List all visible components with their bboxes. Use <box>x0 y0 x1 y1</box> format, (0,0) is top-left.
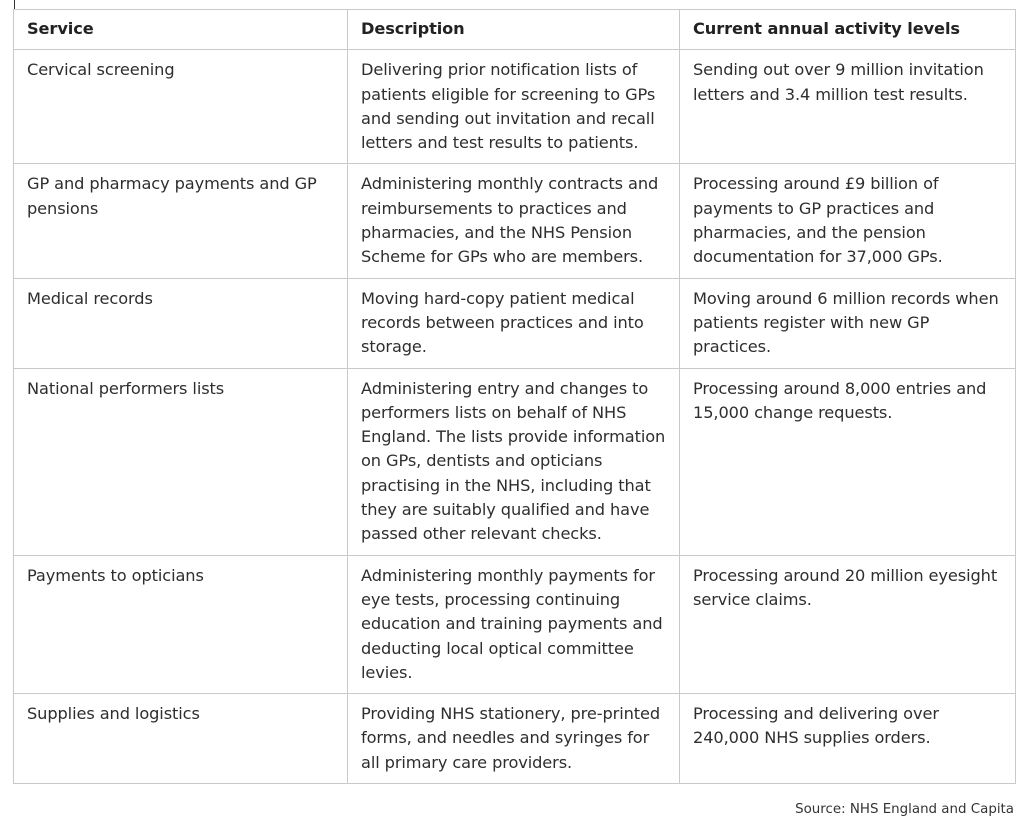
description-cell: Providing NHS stationery, pre-printed forms, and needles and syringes for all primary care providers. <box>348 694 680 784</box>
activity-cell: Moving around 6 million records when patients register with new GP practices. <box>680 278 1016 368</box>
service-cell: Cervical screening <box>14 50 348 164</box>
column-header-activity: Current annual activity levels <box>680 10 1016 50</box>
activity-cell: Processing around 8,000 entries and 15,000 change requests. <box>680 368 1016 555</box>
table-row <box>14 164 1016 278</box>
service-cell: National performers lists <box>14 368 348 555</box>
table-row <box>14 50 1016 164</box>
service-cell: GP and pharmacy payments and GP pensions <box>14 164 348 278</box>
table-row <box>14 278 1016 368</box>
service-cell: Supplies and logistics <box>14 694 348 784</box>
description-cell: Administering monthly payments for eye tests, processing continuing education and training payments and deducting local optical committee levies. <box>348 555 680 693</box>
column-header-service: Service <box>14 10 348 50</box>
description-cell: Moving hard-copy patient medical records between practices and into storage. <box>348 278 680 368</box>
services-table <box>13 9 1016 784</box>
page-edge-mark <box>14 0 15 9</box>
table-row <box>14 368 1016 555</box>
description-cell: Administering entry and changes to performers lists on behalf of NHS England. The lists provide information on GPs, dentists and opticians practising in the NHS, including that they are suitably qualified and have passed other relevant checks. <box>348 368 680 555</box>
activity-cell: Processing and delivering over 240,000 NHS supplies orders. <box>680 694 1016 784</box>
activity-cell: Sending out over 9 million invitation letters and 3.4 million test results. <box>680 50 1016 164</box>
service-cell: Payments to opticians <box>14 555 348 693</box>
description-cell: Delivering prior notification lists of patients eligible for screening to GPs and sending out invitation and recall letters and test results to patients. <box>348 50 680 164</box>
activity-cell: Processing around £9 billion of payments to GP practices and pharmacies, and the pension documentation for 37,000 GPs. <box>680 164 1016 278</box>
column-header-description: Description <box>348 10 680 50</box>
table-row <box>14 694 1016 784</box>
activity-cell: Processing around 20 million eyesight service claims. <box>680 555 1016 693</box>
table-header-row <box>14 10 1016 50</box>
service-cell: Medical records <box>14 278 348 368</box>
source-note: Source: NHS England and Capita <box>795 802 1014 817</box>
table-row <box>14 555 1016 693</box>
description-cell: Administering monthly contracts and reimbursements to practices and pharmacies, and the NHS Pension Scheme for GPs who are members. <box>348 164 680 278</box>
